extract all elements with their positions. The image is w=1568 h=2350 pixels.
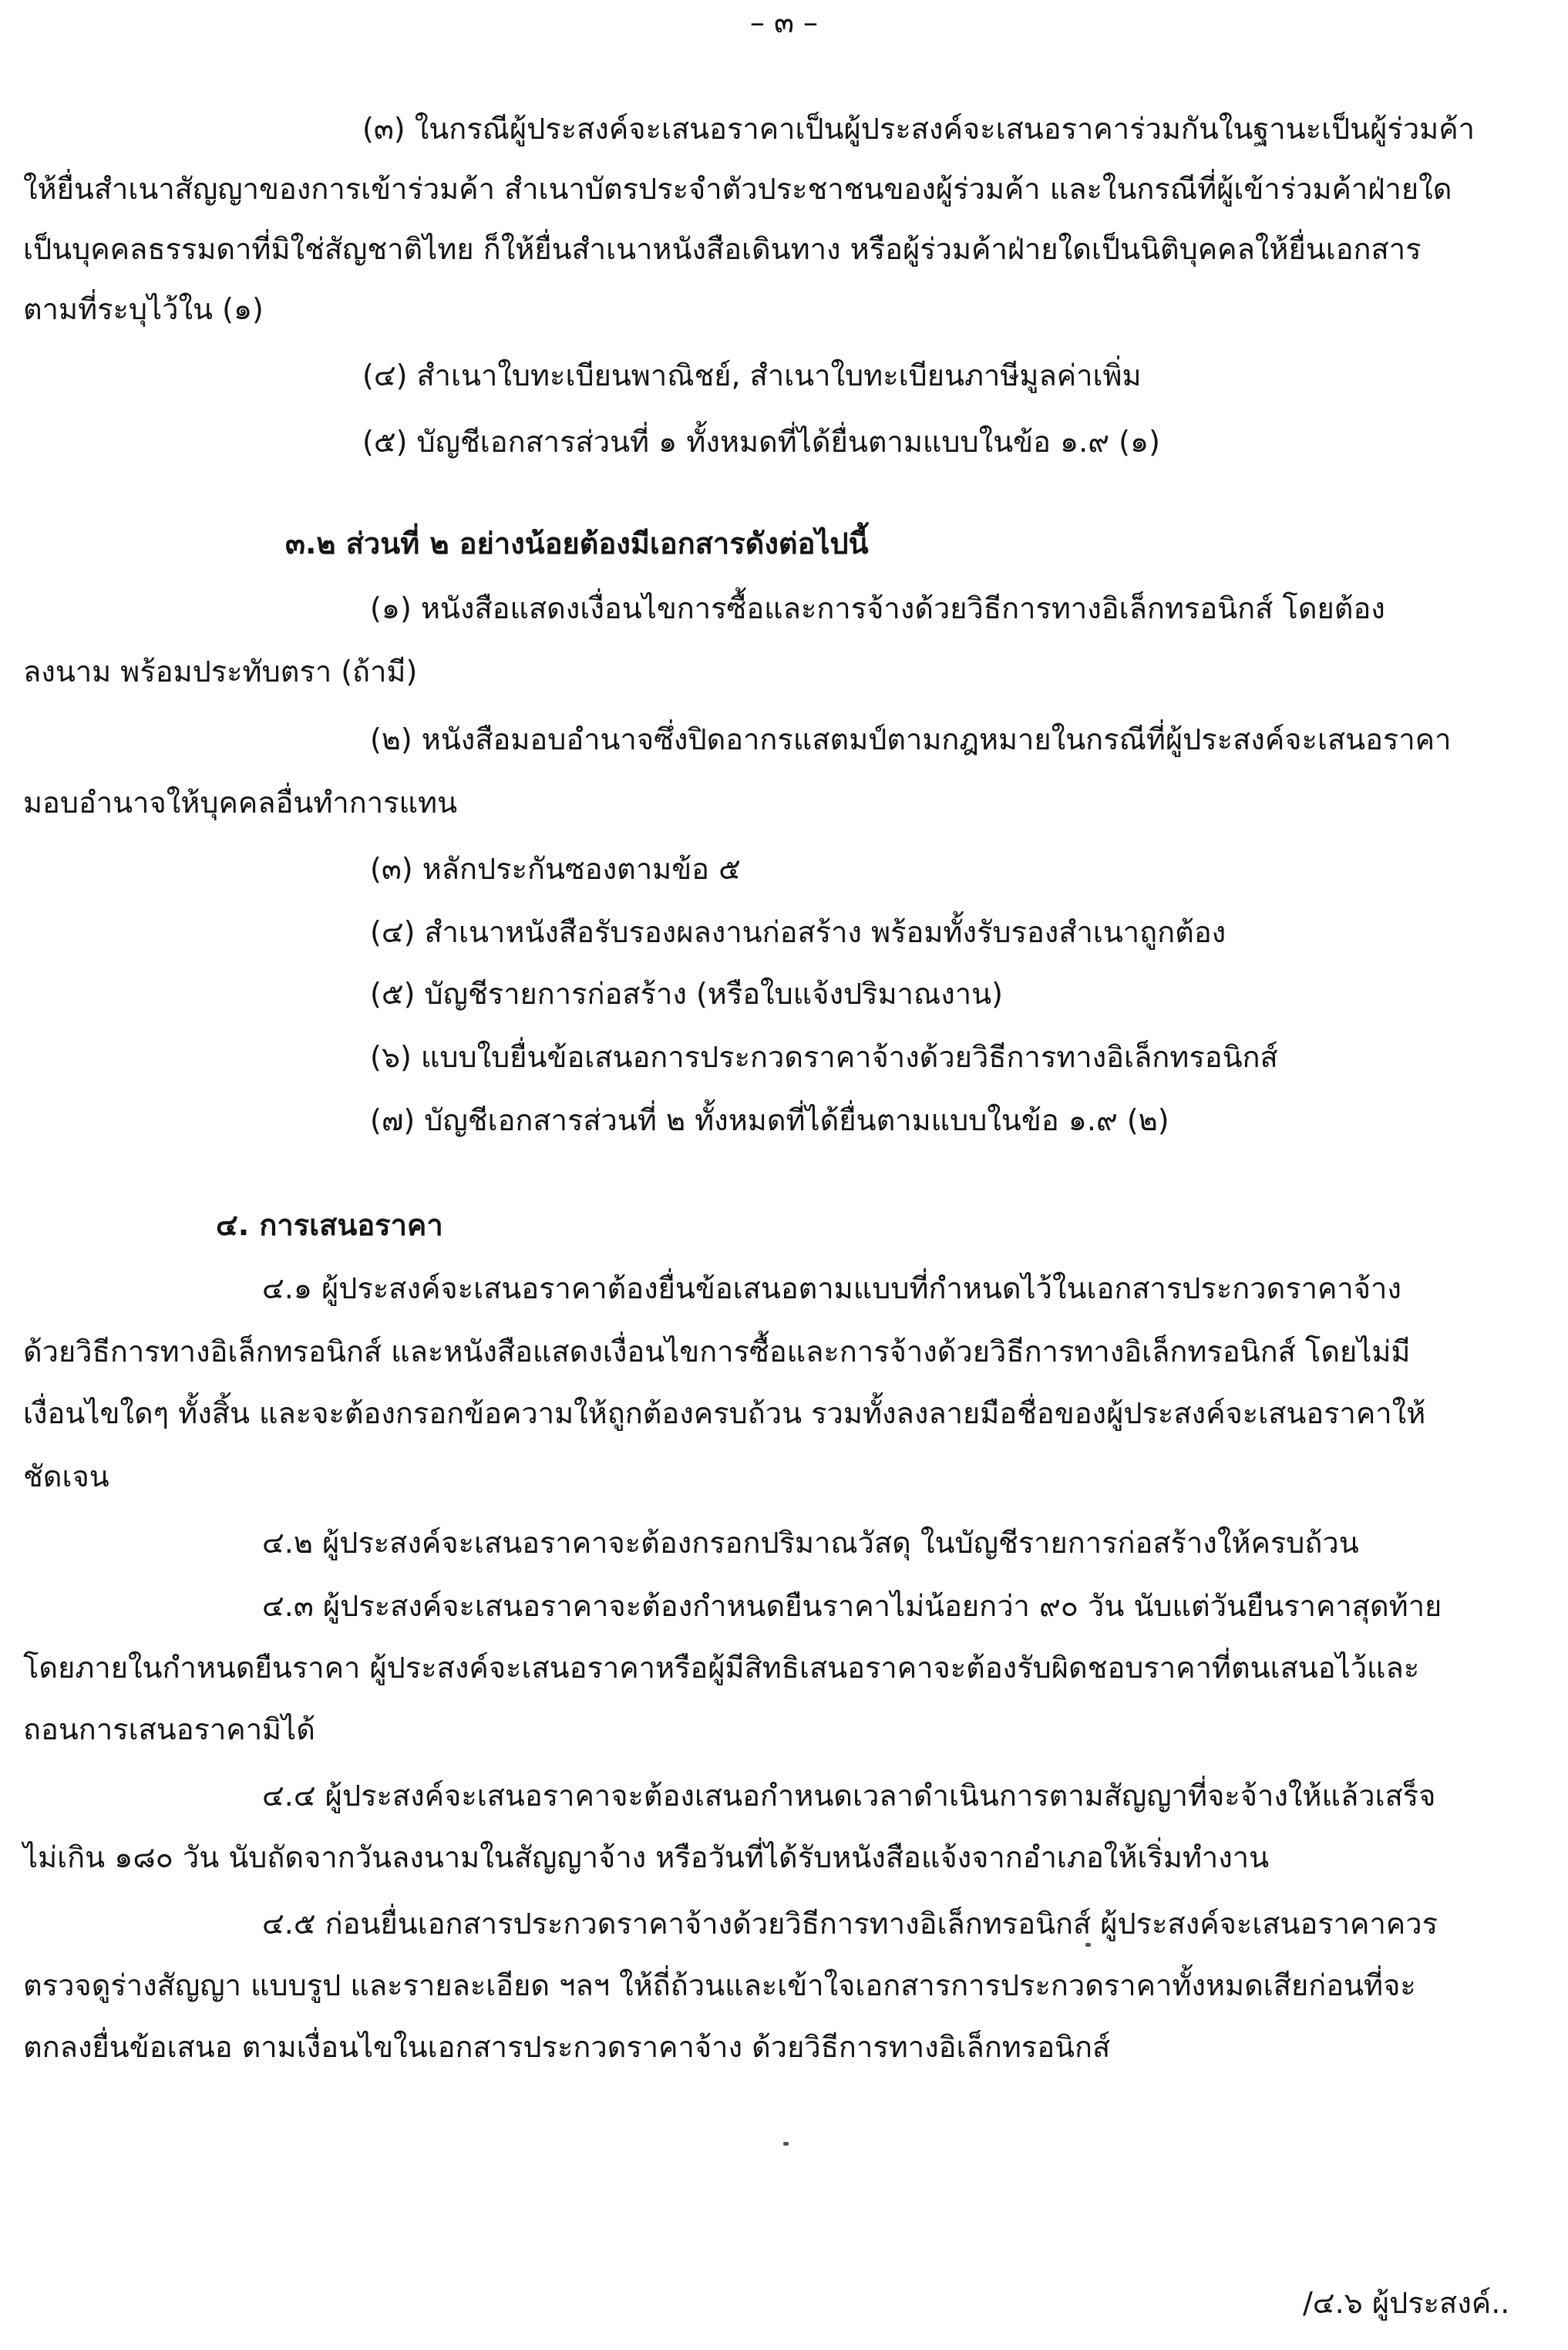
section-3-2-item-2-line-2: มอบอำนาจให้บุคคลอื่นทำการแทน [23, 786, 458, 820]
para-4-4-line-2: ไม่เกิน ๑๘๐ วัน นับถัดจากวันลงนามในสัญญาจ้าง หรือวันที่ได้รับหนังสือแจ้งจากอำเภอให้เริ่มทำงาน [23, 1840, 1270, 1874]
section-3-2-item-4: (๔) สำเนาหนังสือรับรองผลงานก่อสร้าง พร้อมทั้งรับรองสำเนาถูกต้อง [370, 915, 1226, 949]
section-3-2-item-1-line-1: (๑) หนังสือแสดงเงื่อนไขการซื้อและการจ้างด้วยวิธีการทางอิเล็กทรอนิกส์ โดยต้อง [370, 591, 1385, 625]
item-3-line-2: ให้ยื่นสำเนาสัญญาของการเข้าร่วมค้า สำเนาบัตรประจำตัวประชาชนของผู้ร่วมค้า และในกรณีที่ผู้เข้าร่วมค้าฝ่ายใด [23, 172, 1452, 206]
para-4-5-line-1: ๔.๕ ก่อนยื่นเอกสารประกวดราคาจ้างด้วยวิธีการทางอิเล็กทรอนิกส์ ผู้ประสงค์จะเสนอราคาควร [262, 1907, 1438, 1941]
item-3-line-4: ตามที่ระบุไว้ใน (๑) [23, 292, 264, 326]
para-4-1-line-1: ๔.๑ ผู้ประสงค์จะเสนอราคาต้องยื่นข้อเสนอตามแบบที่กำหนดไว้ในเอกสารประกวดราคาจ้าง [262, 1271, 1401, 1305]
item-5-document-list-part-1: (๕) บัญชีเอกสารส่วนที่ ๑ ทั้งหมดที่ได้ยื่นตามแบบในข้อ ๑.๙ (๑) [362, 425, 1160, 459]
page-number: – ๓ – [749, 5, 819, 39]
section-3-2-item-5: (๕) บัญชีรายการก่อสร้าง (หรือใบแจ้งปริมาณงาน) [370, 977, 1003, 1011]
para-4-5-line-3: ตกลงยื่นข้อเสนอ ตามเงื่อนไขในเอกสารประกวดราคาจ้าง ด้วยวิธีการทางอิเล็กทรอนิกส์ [23, 2030, 1111, 2064]
section-3-2-item-6: (๖) แบบใบยื่นข้อเสนอการประกวดราคาจ้างด้วยวิธีการทางอิเล็กทรอนิกส์ [370, 1040, 1278, 1074]
para-4-2: ๔.๒ ผู้ประสงค์จะเสนอราคาจะต้องกรอกปริมาณวัสดุ ในบัญชีรายการก่อสร้างให้ครบถ้วน [262, 1526, 1359, 1560]
para-4-3-line-2: โดยภายในกำหนดยืนราคา ผู้ประสงค์จะเสนอราคาหรือผู้มีสิทธิเสนอราคาจะต้องรับผิดชอบราคาที่ตนเสนอไว้และ [23, 1651, 1420, 1685]
para-4-1-line-2: ด้วยวิธีการทางอิเล็กทรอนิกส์ และหนังสือแสดงเงื่อนไขการซื้อและการจ้างด้วยวิธีการทางอิเล็กทรอนิกส์ โดยไม่มี [23, 1335, 1411, 1369]
section-3-2-item-1-line-2: ลงนาม พร้อมประทับตรา (ถ้ามี) [23, 655, 418, 689]
item-3-line-3: เป็นบุคคลธรรมดาที่มิใช่สัญชาติไทย ก็ให้ยื่นสำเนาหนังสือเดินทาง หรือผู้ร่วมค้าฝ่ายใดเป็นนิติบุคคลให้ยื่นเอกสาร [23, 232, 1422, 266]
para-4-1-line-4: ชัดเจน [23, 1459, 109, 1493]
section-3-2-item-2-line-1: (๒) หนังสือมอบอำนาจซึ่งปิดอากรแสตมป์ตามกฎหมายในกรณีที่ผู้ประสงค์จะเสนอราคา [370, 722, 1452, 756]
para-4-3-line-3: ถอนการเสนอราคามิได้ [23, 1712, 315, 1746]
scan-speck [1085, 1943, 1091, 1947]
section-3-2-item-3: (๓) หลักประกันซองตามข้อ ๕ [370, 852, 741, 886]
para-4-3-line-1: ๔.๓ ผู้ประสงค์จะเสนอราคาจะต้องกำหนดยืนราคาไม่น้อยกว่า ๙๐ วัน นับแต่วันยืนราคาสุดท้าย [262, 1589, 1442, 1623]
section-3-2-heading: ๓.๒ ส่วนที่ ๒ อย่างน้อยต้องมีเอกสารดังต่อไปนี้ [285, 527, 869, 561]
section-3-2-item-7: (๗) บัญชีเอกสารส่วนที่ ๒ ทั้งหมดที่ได้ยื่นตามแบบในข้อ ๑.๙ (๒) [370, 1103, 1169, 1137]
continuation-marker: /๔.๖ ผู้ประสงค์.. [1303, 2286, 1510, 2320]
para-4-1-line-3: เงื่อนไขใดๆ ทั้งสิ้น และจะต้องกรอกข้อความให้ถูกต้องครบถ้วน รวมทั้งลงลายมือชื่อของผู้ประสงค์จะเสนอราคาให้ [23, 1396, 1426, 1430]
item-3-line-1: (๓) ในกรณีผู้ประสงค์จะเสนอราคาเป็นผู้ประสงค์จะเสนอราคาร่วมกันในฐานะเป็นผู้ร่วมค้า [362, 112, 1475, 146]
item-4-commerce-registration: (๔) สำเนาใบทะเบียนพาณิชย์, สำเนาใบทะเบียนภาษีมูลค่าเพิ่ม [362, 359, 1142, 392]
section-4-heading: ๔. การเสนอราคา [216, 1208, 443, 1242]
para-4-4-line-1: ๔.๔ ผู้ประสงค์จะเสนอราคาจะต้องเสนอกำหนดเวลาดำเนินการตามสัญญาที่จะจ้างให้แล้วเสร็จ [262, 1779, 1436, 1813]
para-4-5-line-2: ตรวจดูร่างสัญญา แบบรูป และรายละเอียด ฯลฯ ให้ถี่ถ้วนและเข้าใจเอกสารการประกวดราคาทั้งหมดเสียก่อนที่จะ [23, 1968, 1416, 2002]
scan-speck [783, 2142, 789, 2146]
